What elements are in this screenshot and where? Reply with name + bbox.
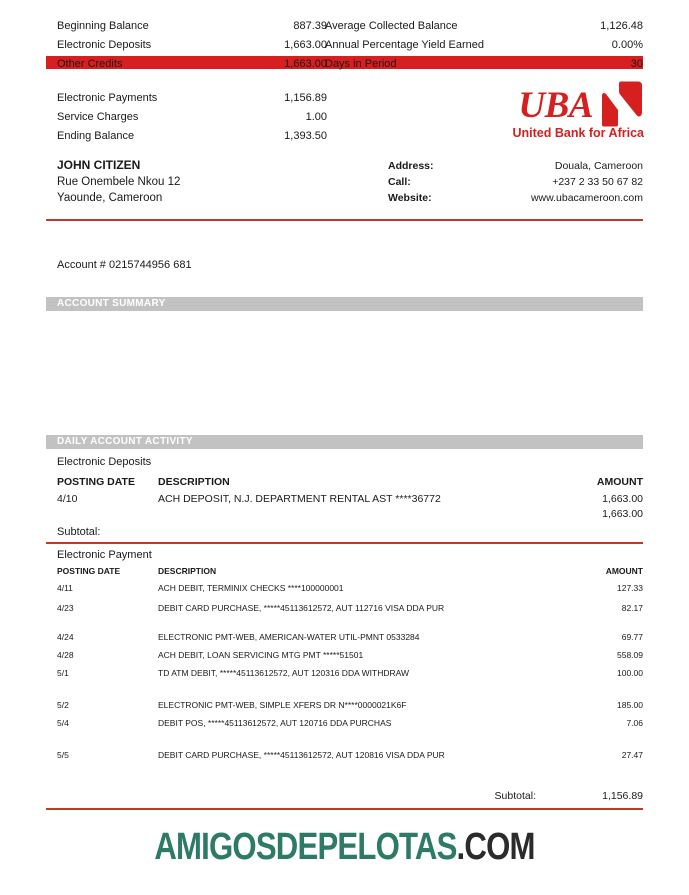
payment-row-amount-3: 558.09 [617, 650, 643, 660]
subsection-heading-electronic-payment: Electronic Payment [57, 549, 152, 561]
account-number: Account # 0215744956 681 [57, 259, 192, 271]
summary-label-beginning-balance: Beginning Balance [57, 20, 149, 32]
payment-row-description-6: DEBIT POS, *****45113612572, AUT 120716 DDA PURCHAS [158, 718, 392, 728]
logo-tagline: United Bank for Africa [512, 126, 644, 140]
payment-row-description-0: ACH DEBIT, TERMINIX CHECKS ****100000001 [158, 583, 344, 593]
deposits-trailing-amount: 1,663.00 [602, 508, 643, 520]
payments-col-amount: AMOUNT [605, 566, 643, 576]
payments-col-description: DESCRIPTION [158, 566, 217, 576]
payment-row-amount-0: 127.33 [617, 583, 643, 593]
contact-row-call [388, 174, 643, 190]
deposits-col-description: DESCRIPTION [158, 476, 230, 488]
customer-name: JOHN CITIZEN [57, 158, 141, 172]
summary-label-electronic-payments: Electronic Payments [57, 92, 158, 104]
payment-row-date-7: 5/5 [57, 750, 69, 760]
deposits-subtotal-label: Subtotal: [57, 526, 101, 538]
watermark-primary-text: AMIGOSDEPELOTAS [154, 826, 457, 868]
payment-row-description-2: ELECTRONIC PMT-WEB, AMERICAN-WATER UTIL-PMNT 0533284 [158, 632, 420, 642]
summary-value-days-in-period: 30 [630, 58, 643, 70]
uba-flag-mark-icon [598, 80, 644, 127]
contact-label-address: Address: [388, 160, 434, 172]
payment-row-amount-5: 185.00 [617, 700, 643, 710]
summary-value-ending-balance: 1,393.50 [284, 130, 327, 142]
payment-row-description-5: ELECTRONIC PMT-WEB, SIMPLE XFERS DR N****0000021K6F [158, 700, 407, 710]
deposit-row-description-0: ACH DEPOSIT, N.J. DEPARTMENT RENTAL AST ****36772 [158, 493, 441, 505]
uba-logo [470, 80, 644, 142]
summary-value-service-charges: 1.00 [305, 111, 327, 123]
summary-label-average-collected-balance: Average Collected Balance [325, 20, 458, 32]
summary-value-electronic-deposits: 1,663.00 [284, 39, 327, 51]
summary-label-electronic-deposits: Electronic Deposits [57, 39, 152, 51]
summary-value-beginning-balance: 887.39 [293, 20, 327, 32]
payment-row-amount-1: 82.17 [621, 603, 643, 613]
watermark [62, 826, 627, 869]
payment-row-amount-7: 27.47 [621, 750, 643, 760]
contact-value-website[interactable]: www.ubacameroon.com [530, 192, 643, 204]
logo-wordmark: UBA [518, 85, 593, 126]
payment-row-description-3: ACH DEBIT, LOAN SERVICING MTG PMT *****51501 [158, 650, 364, 660]
summary-value-average-collected-balance: 1,126.48 [600, 20, 643, 32]
payment-row-amount-2: 69.77 [621, 632, 643, 642]
summary-value-electronic-payments: 1,156.89 [284, 92, 327, 104]
payment-row-amount-4: 100.00 [617, 668, 643, 678]
payment-row-description-1: DEBIT CARD PURCHASE, *****45113612572, AUT 112716 VISA DDA PUR [158, 603, 445, 613]
bank-contact-block [388, 158, 643, 206]
contact-label-website: Website: [388, 192, 432, 204]
customer-address-line-1: Rue Onembele Nkou 12 [57, 175, 181, 188]
deposits-col-amount: AMOUNT [596, 476, 643, 488]
customer-block [57, 157, 180, 207]
watermark-suffix-text: .COM [456, 826, 535, 868]
contact-row-address [388, 158, 643, 174]
customer-address-line-2: Yaounde, Cameroon [57, 192, 163, 204]
logo-row [518, 80, 644, 127]
payment-row-date-0: 4/11 [57, 583, 73, 593]
payment-row-amount-6: 7.06 [626, 718, 643, 728]
contact-label-call: Call: [388, 176, 411, 188]
payment-row-description-7: DEBIT CARD PURCHASE, *****45113612572, AUT 120816 VISA DDA PUR [158, 750, 445, 760]
deposit-row-amount-0: 1,663.00 [602, 493, 643, 505]
payment-row-date-6: 5/4 [57, 718, 69, 728]
subsection-heading-electronic-deposits: Electronic Deposits [57, 456, 152, 468]
summary-label-apy-earned: Annual Percentage Yield Earned [325, 39, 485, 51]
payment-row-date-2: 4/24 [57, 632, 74, 642]
summary-label-days-in-period: Days in Period [325, 58, 397, 70]
contact-value-call: +237 2 33 50 67 82 [552, 176, 643, 188]
summary-label-service-charges: Service Charges [57, 111, 139, 123]
section-header-account-summary: ACCOUNT SUMMARY [46, 297, 643, 311]
payments-subtotal-label: Subtotal: [494, 790, 536, 802]
payment-row-date-4: 5/1 [57, 668, 69, 678]
header-divider-rule [46, 219, 643, 221]
deposit-row-date-0: 4/10 [57, 493, 78, 505]
deposits-section-divider-rule [46, 542, 643, 544]
summary-label-other-credits: Other Credits [57, 58, 123, 70]
payments-subtotal-value: 1,156.89 [602, 790, 643, 802]
summary-value-apy-earned: 0.00% [611, 39, 643, 51]
section-header-daily-activity: DAILY ACCOUNT ACTIVITY [46, 435, 643, 449]
payment-row-description-4: TD ATM DEBIT, *****45113612572, AUT 120316 DDA WITHDRAW [158, 668, 410, 678]
contact-value-address: Douala, Cameroon [554, 160, 643, 172]
summary-label-ending-balance: Ending Balance [57, 130, 135, 142]
summary-value-other-credits: 1,663.00 [284, 58, 327, 70]
deposits-col-posting-date: POSTING DATE [57, 476, 135, 488]
payments-col-posting-date: POSTING DATE [57, 566, 121, 576]
contact-row-website [388, 190, 643, 206]
payment-row-date-3: 4/28 [57, 650, 74, 660]
footer-divider-rule [46, 808, 643, 810]
payment-row-date-1: 4/23 [57, 603, 74, 613]
payment-row-date-5: 5/2 [57, 700, 69, 710]
